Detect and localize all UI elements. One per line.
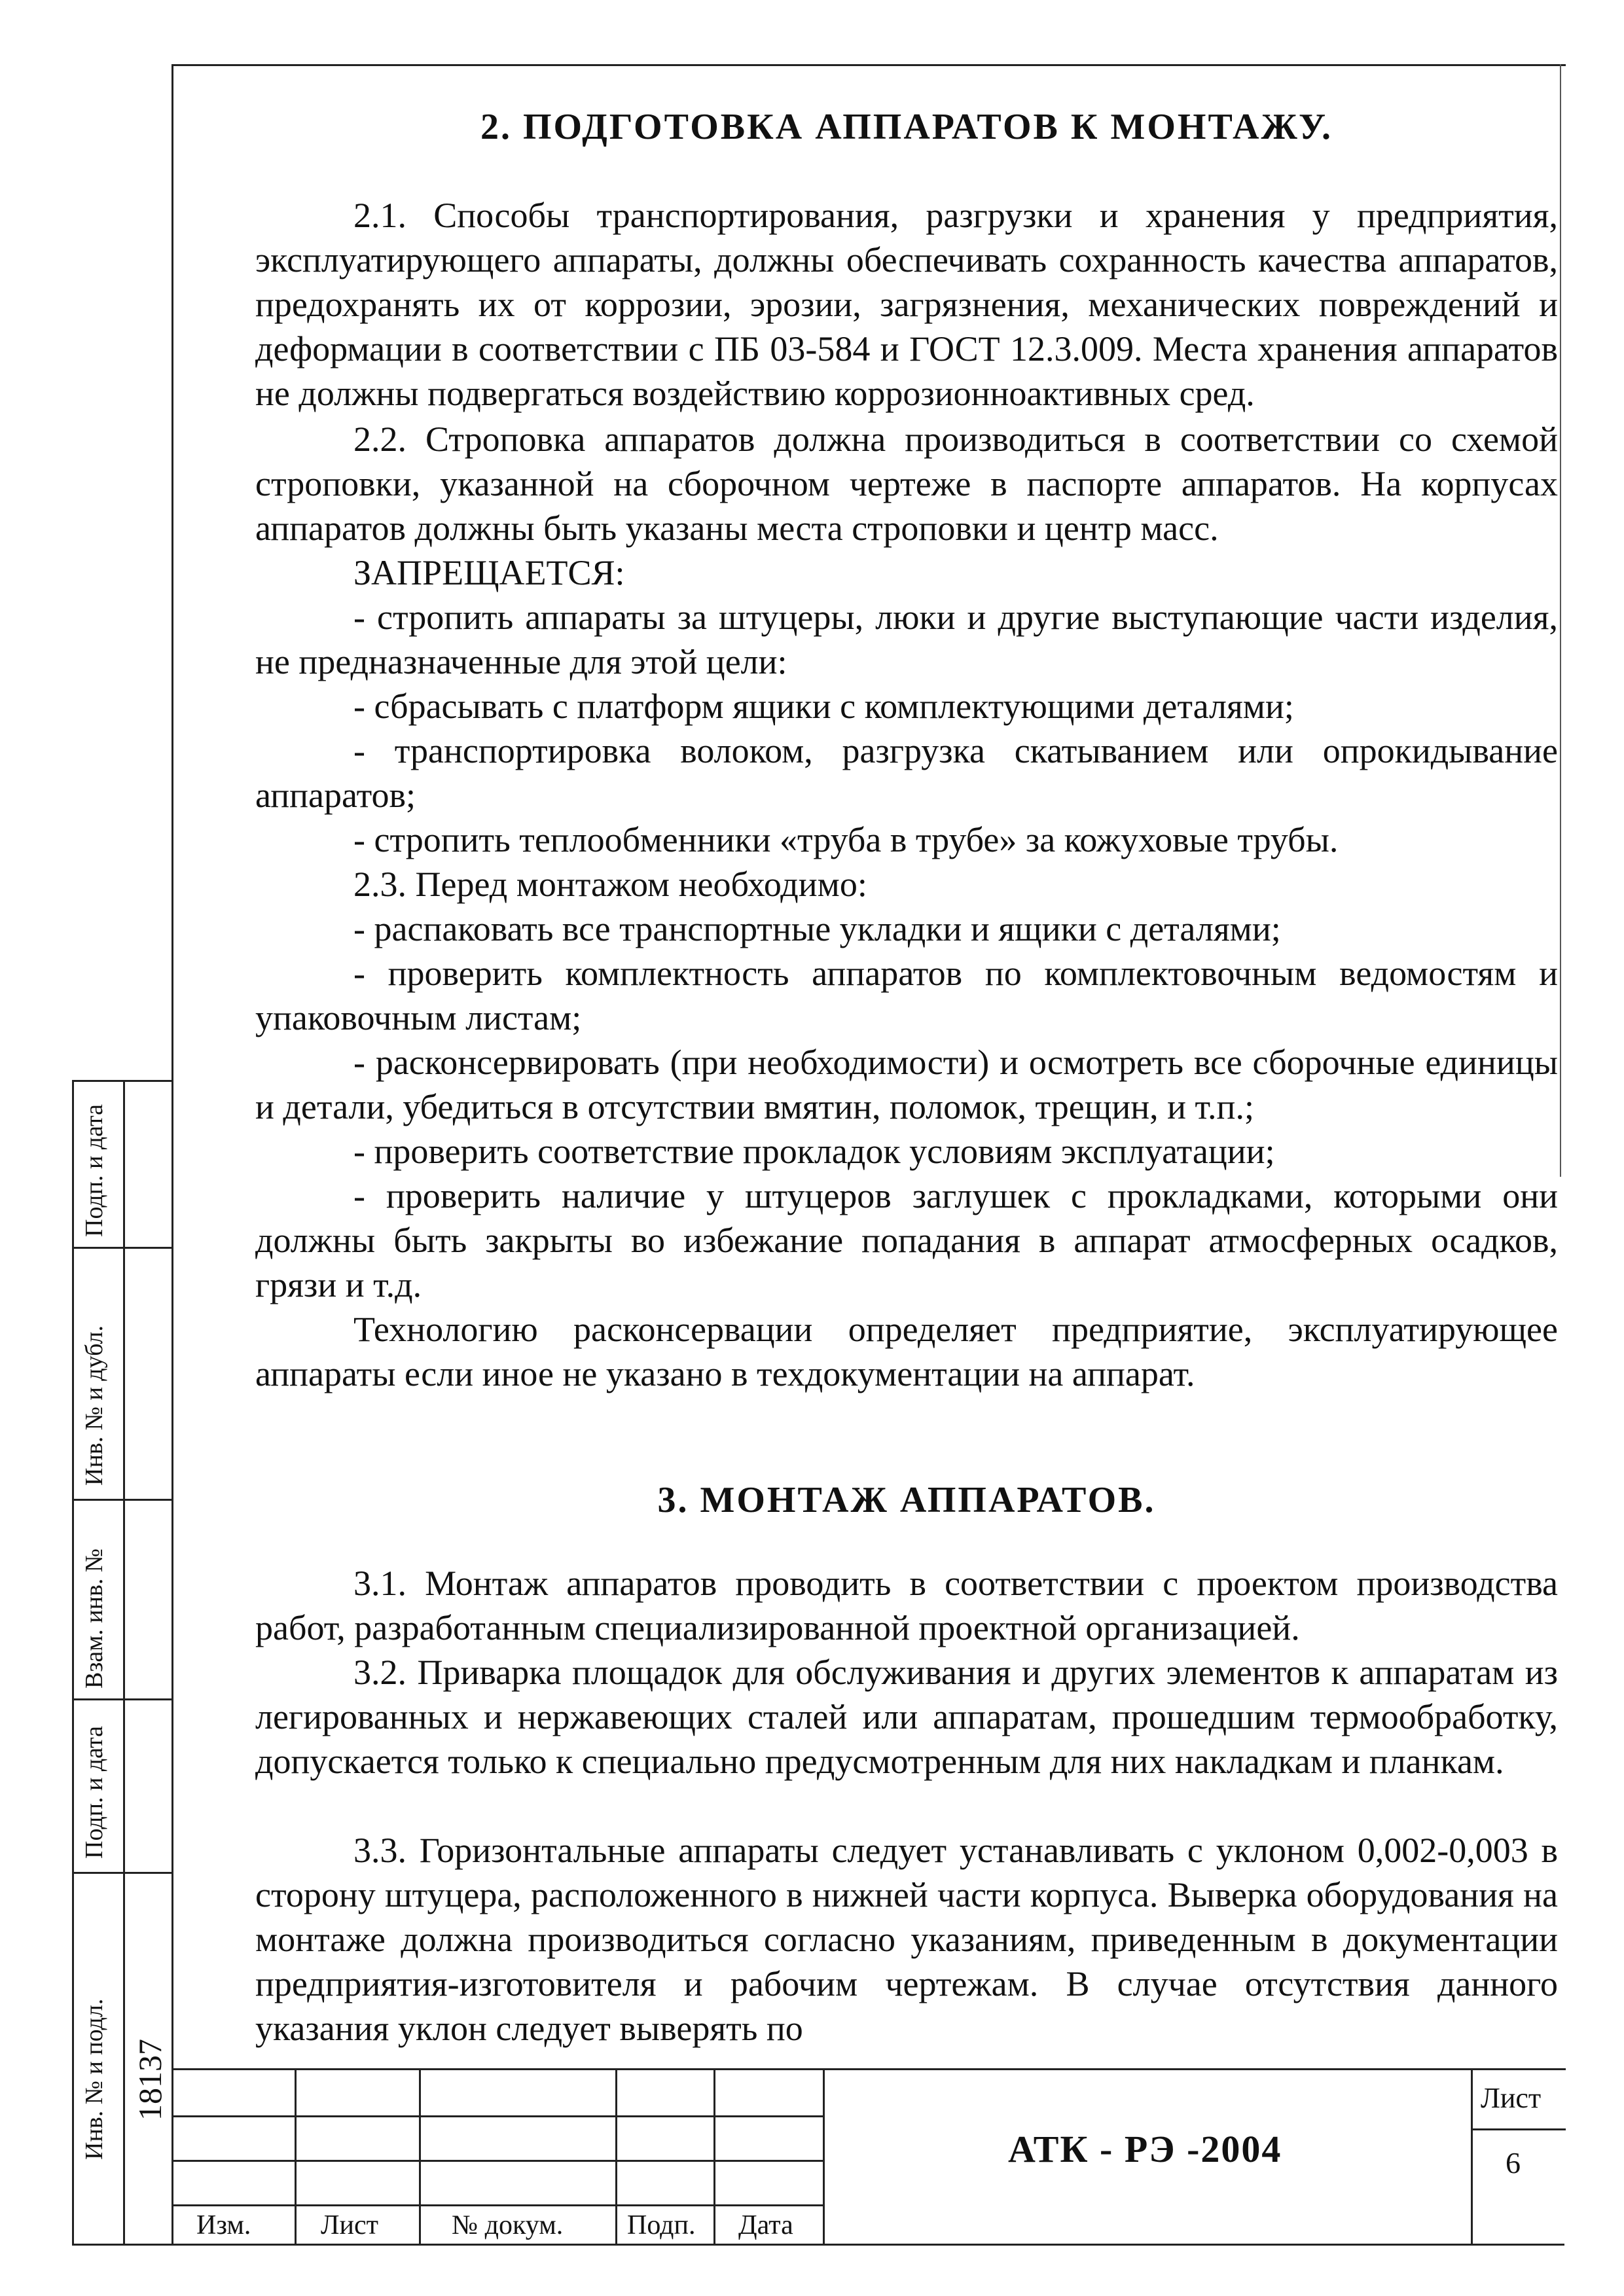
title-block-top-line: [171, 2068, 1566, 2070]
required-item-5: - проверить наличие у штуцеров заглушек с прокладками, которыми они должны быть закрыты во избежание попадания в аппарат атмосферных осадков, грязи и т.д.: [255, 1176, 1558, 1304]
side-label-podp-data-2: Подп. и дата: [81, 1725, 108, 1859]
forbidden-heading: ЗАПРЕЩАЕТСЯ:: [353, 553, 625, 592]
document-code: АТК - РЭ -2004: [1008, 2128, 1282, 2170]
required-item-4: - проверить соответствие прокладок условиям эксплуатации;: [353, 1132, 1275, 1171]
side-label-podp-data: Подп. и дата: [81, 1103, 108, 1237]
paragraph-2-2: 2.2. Строповка аппаратов должна производиться в соответствии со схемой строповки, указанной на сборочном чертеже в паспорте аппаратов. На корпусах аппаратов должны быть указаны места строповки и центр масс.: [255, 420, 1558, 548]
page-frame-right: [1560, 64, 1561, 1177]
side-stamp-divider: [72, 1698, 171, 1700]
title-block-izm: Изм.: [196, 2210, 251, 2240]
title-block-col-line: [1471, 2068, 1473, 2244]
title-block-row-line: [171, 2160, 823, 2162]
title-block-col-line: [419, 2068, 421, 2244]
page-frame-top: [171, 64, 1566, 66]
required-item-2: - проверить комплектность аппаратов по комплектовочным ведомостям и упаковочным листам;: [255, 954, 1558, 1037]
side-stamp-outer-line: [72, 1080, 74, 2244]
section-2-title: 2. ПОДГОТОВКА АППАРАТОВ К МОНТАЖУ.: [480, 107, 1333, 147]
title-block-col-line: [713, 2068, 715, 2244]
title-block-n-dokum: № докум.: [452, 2210, 564, 2240]
required-item-1: - распаковать все транспортные укладки и ящики с деталями;: [353, 909, 1281, 948]
side-stamp-divider: [72, 1080, 171, 1082]
side-label-inv-podl: Инв. № и подл.: [81, 1998, 108, 2160]
side-stamp-divider: [72, 1499, 171, 1501]
forbidden-item-4: - стропить теплообменники «труба в трубе» за кожуховые трубы.: [353, 820, 1339, 859]
title-block-data: Дата: [738, 2210, 793, 2240]
side-stamp-divider: [72, 1872, 171, 1874]
forbidden-item-1: - стропить аппараты за штуцеры, люки и другие выступающие части изделия, не предназначенные для этой цели:: [255, 598, 1558, 681]
page-bottom-line: [72, 2244, 1564, 2246]
title-block-col-line: [615, 2068, 617, 2244]
side-label-vzam-inv: Взам. инв. №: [81, 1548, 108, 1689]
paragraph-deconservation: Технологию расконсервации определяет предприятие, эксплуатирующее аппараты если иное не указано в техдокументации на аппарат.: [255, 1310, 1558, 1393]
title-block-podp: Подп.: [627, 2210, 696, 2240]
forbidden-item-2: - сбрасывать с платформ ящики с комплектующими деталями;: [353, 687, 1294, 726]
sheet-label: Лист: [1481, 2082, 1542, 2114]
side-stamp-divider: [72, 1247, 171, 1249]
page-frame-left: [171, 64, 173, 2244]
required-item-3: - расконсервировать (при необходимости) и осмотреть все сборочные единицы и детали, убедиться в отсутствии вмятин, поломок, трещин, и т.п.;: [255, 1043, 1558, 1126]
paragraph-3-1: 3.1. Монтаж аппаратов проводить в соответствии с проектом производства работ, разработанным специализированной проектной организацией.: [255, 1564, 1558, 1647]
sheet-number: 6: [1506, 2146, 1521, 2179]
title-block-col-line: [295, 2068, 297, 2244]
section-3-title: 3. МОНТАЖ АППАРАТОВ.: [657, 1480, 1156, 1520]
title-block-sheet-line: [1471, 2128, 1566, 2130]
paragraph-3-3: 3.3. Горизонтальные аппараты следует устанавливать с уклоном 0,002-0,003 в сторону штуцера, расположенного в нижней части корпуса. Выверка оборудования на монтаже должна производиться согласно указаниям, приведенным в документации предприятия-изготовителя и рабочим чертежам. В случае отсутствия данного указания уклон следует выверять по: [255, 1831, 1558, 2048]
side-stamp-inner-line: [123, 1080, 125, 2244]
forbidden-item-3: - транспортировка волоком, разгрузка скатыванием или опрокидывание аппаратов;: [255, 731, 1558, 815]
paragraph-2-1: 2.1. Способы транспортирования, разгрузки и хранения у предприятия, эксплуатирующего аппараты, должны обеспечивать сохранность качества аппаратов, предохранять их от коррозии, эрозии, загрязнения, механических повреждений и деформации в соответствии с ПБ 03-584 и ГОСТ 12.3.009. Места хранения аппаратов не должны подвергаться воздействию коррозионноактивных сред.: [255, 196, 1558, 413]
title-block-row-line: [171, 2204, 823, 2206]
inventory-number: 18137: [132, 2039, 168, 2121]
title-block-list: Лист: [321, 2210, 378, 2240]
title-block-row-line: [171, 2115, 823, 2117]
paragraph-2-3: 2.3. Перед монтажом необходимо:: [353, 865, 867, 904]
title-block-col-line: [823, 2068, 825, 2244]
side-label-inv-dubl: Инв. № и дубл.: [81, 1325, 108, 1486]
paragraph-3-2: 3.2. Приварка площадок для обслуживания и других элементов к аппаратам из легированных и нержавеющих сталей или аппаратам, прошедшим термообработку, допускается только к специально предусмотренным для них накладкам и планкам.: [255, 1653, 1558, 1781]
